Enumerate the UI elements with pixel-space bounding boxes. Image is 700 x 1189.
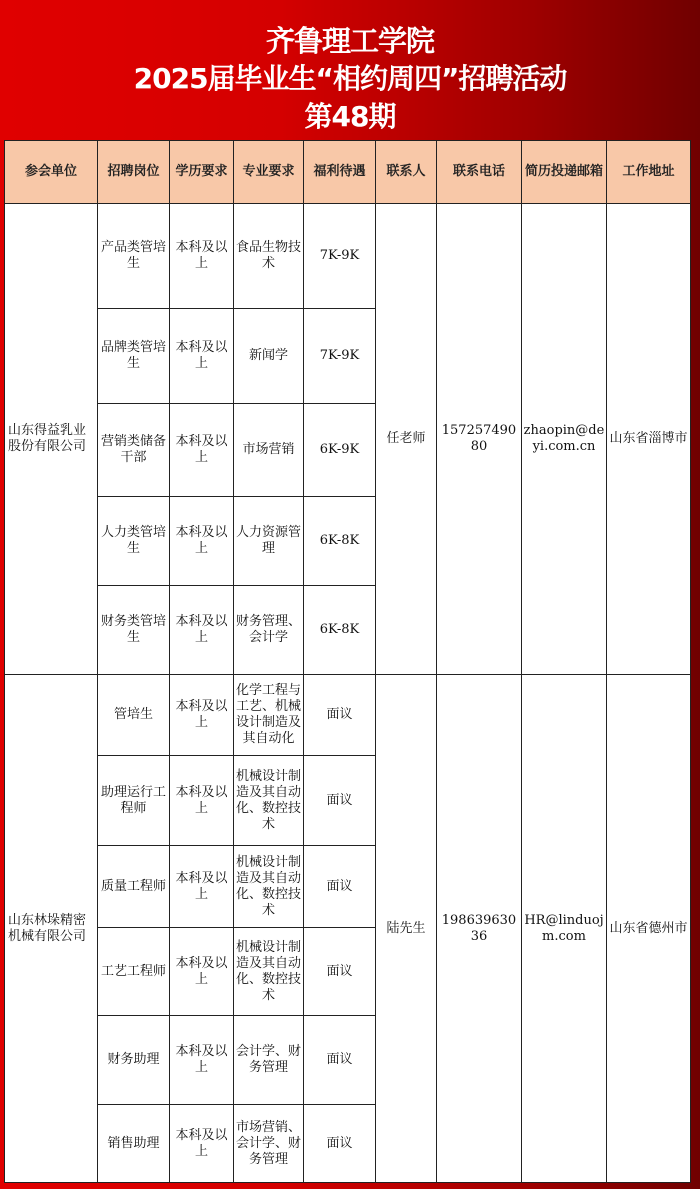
major: 机械设计制造及其自动化、数控技术 [234, 846, 304, 928]
position: 产品类管培生 [98, 204, 170, 309]
major: 人力资源管理 [234, 497, 304, 586]
education: 本科及以上 [170, 1105, 234, 1183]
position: 品牌类管培生 [98, 309, 170, 404]
header-salary: 福利待遇 [304, 141, 376, 204]
salary: 面议 [304, 1105, 376, 1183]
phone: 15725749080 [437, 204, 522, 675]
salary: 6K-8K [304, 497, 376, 586]
position: 助理运行工程师 [98, 756, 170, 846]
header-phone: 联系电话 [437, 141, 522, 204]
email: zhaopin@deyi.com.cn [522, 204, 607, 675]
recruitment-table [4, 140, 691, 1183]
salary: 6K-8K [304, 586, 376, 675]
major: 化学工程与工艺、机械设计制造及其自动化 [234, 675, 304, 756]
major: 财务管理、会计学 [234, 586, 304, 675]
salary: 7K-9K [304, 204, 376, 309]
position: 工艺工程师 [98, 928, 170, 1016]
salary: 面议 [304, 675, 376, 756]
salary: 6K-9K [304, 404, 376, 497]
major: 食品生物技术 [234, 204, 304, 309]
header-address: 工作地址 [607, 141, 691, 204]
header-major: 专业要求 [234, 141, 304, 204]
education: 本科及以上 [170, 1016, 234, 1105]
salary: 面议 [304, 846, 376, 928]
education: 本科及以上 [170, 756, 234, 846]
page-title [0, 22, 700, 136]
company-name: 山东林垛精密机械有限公司 [5, 675, 98, 1183]
position: 质量工程师 [98, 846, 170, 928]
contact: 陆先生 [376, 675, 437, 1183]
table-row [5, 204, 691, 309]
education: 本科及以上 [170, 675, 234, 756]
salary: 面议 [304, 1016, 376, 1105]
header-education: 学历要求 [170, 141, 234, 204]
position: 财务助理 [98, 1016, 170, 1105]
education: 本科及以上 [170, 204, 234, 309]
school-name: 齐鲁理工学院 [265, 24, 434, 58]
education: 本科及以上 [170, 846, 234, 928]
header-contact: 联系人 [376, 141, 437, 204]
position: 财务类管培生 [98, 586, 170, 675]
major: 新闻学 [234, 309, 304, 404]
position: 营销类储备干部 [98, 404, 170, 497]
position: 人力类管培生 [98, 497, 170, 586]
email: HR@linduojm.com [522, 675, 607, 1183]
major: 市场营销、会计学、财务管理 [234, 1105, 304, 1183]
table-header-row [5, 141, 691, 204]
position: 销售助理 [98, 1105, 170, 1183]
address: 山东省德州市 [607, 675, 691, 1183]
education: 本科及以上 [170, 497, 234, 586]
event-title: 2025届毕业生“相约周四”招聘活动 [133, 62, 567, 95]
issue-number: 第48期 [304, 100, 396, 133]
company-name: 山东得益乳业股份有限公司 [5, 204, 98, 675]
position: 管培生 [98, 675, 170, 756]
education: 本科及以上 [170, 928, 234, 1016]
header-email: 简历投递邮箱 [522, 141, 607, 204]
contact: 任老师 [376, 204, 437, 675]
major: 机械设计制造及其自动化、数控技术 [234, 756, 304, 846]
major: 市场营销 [234, 404, 304, 497]
address: 山东省淄博市 [607, 204, 691, 675]
education: 本科及以上 [170, 404, 234, 497]
table-row [5, 675, 691, 756]
salary: 7K-9K [304, 309, 376, 404]
education: 本科及以上 [170, 586, 234, 675]
salary: 面议 [304, 756, 376, 846]
education: 本科及以上 [170, 309, 234, 404]
salary: 面议 [304, 928, 376, 1016]
major: 会计学、财务管理 [234, 1016, 304, 1105]
phone: 19863963036 [437, 675, 522, 1183]
header-company: 参会单位 [5, 141, 98, 204]
header-position: 招聘岗位 [98, 141, 170, 204]
major: 机械设计制造及其自动化、数控技术 [234, 928, 304, 1016]
